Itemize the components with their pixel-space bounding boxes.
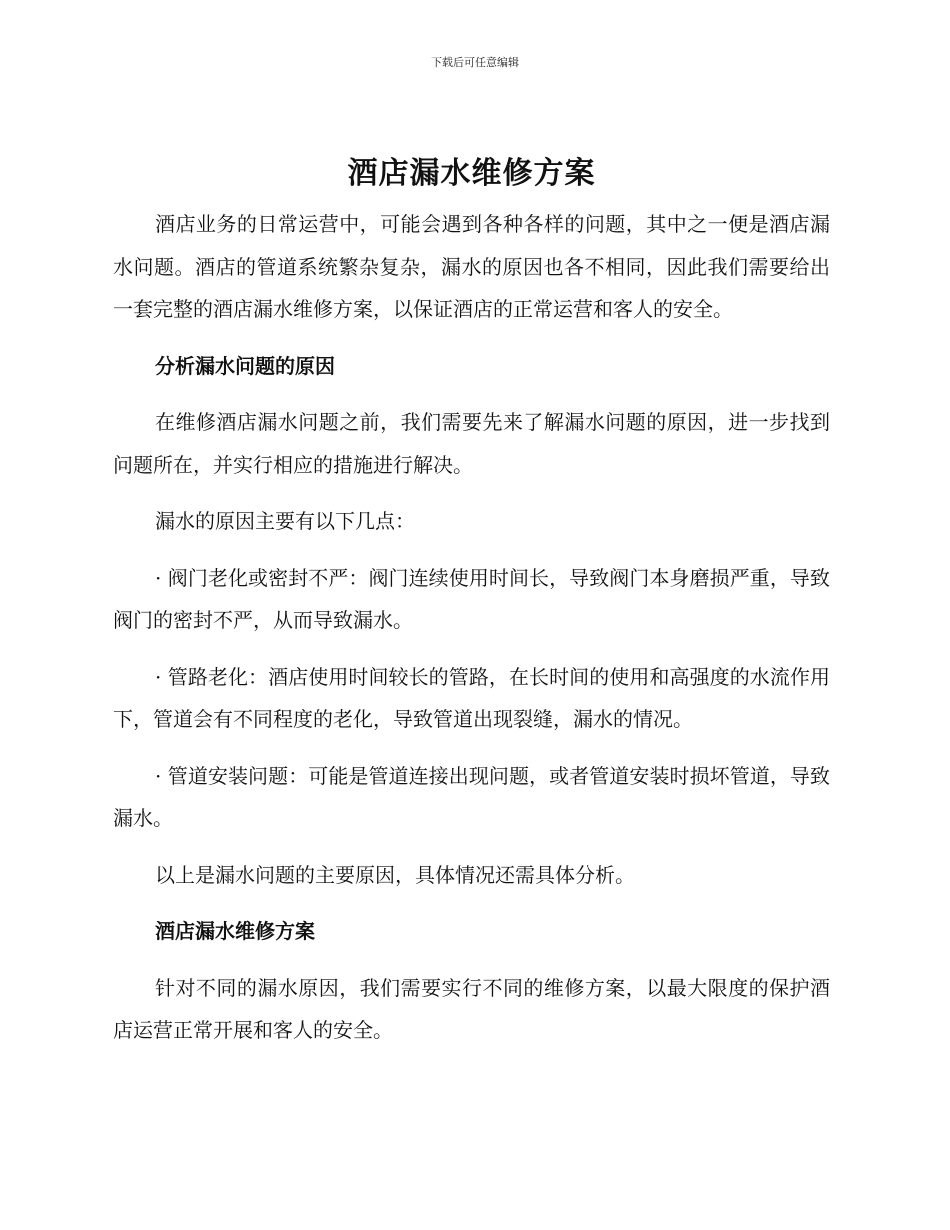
list-item: · 阀门老化或密封不严：阀门连续使用时间长，导致阀门本身磨损严重，导致阀门的密封不严，从而导致漏水。: [113, 565, 830, 632]
list-item: · 管道安装问题：可能是管道连接出现问题，或者管道安装时损坏管道，导致漏水。: [113, 763, 830, 830]
plan-paragraph: 针对不同的漏水原因，我们需要实行不同的维修方案，以最大限度的保护酒店运营正常开展和客人的安全。: [113, 975, 830, 1042]
intro-paragraph: 酒店业务的日常运营中，可能会遇到各种各样的问题，其中之一便是酒店漏水问题。酒店的管道系统繁杂复杂，漏水的原因也各不相同，因此我们需要给出一套完整的酒店漏水维修方案，以保证酒店的正常运营和客人的安全。: [113, 212, 830, 321]
list-item: · 管路老化：酒店使用时间较长的管路，在长时间的使用和高强度的水流作用下，管道会有不同程度的老化，导致管道出现裂缝，漏水的情况。: [113, 664, 830, 731]
document-body: [113, 145, 830, 1052]
section-heading-causes: 分析漏水问题的原因: [155, 353, 335, 378]
causes-list-intro: 漏水的原因主要有以下几点：: [155, 509, 415, 533]
header-note: 下载后可任意编辑: [431, 56, 519, 69]
causes-summary: 以上是漏水问题的主要原因，具体情况还需具体分析。: [155, 862, 635, 887]
document-title: 酒店漏水维修方案: [347, 156, 596, 191]
section-heading-plan: 酒店漏水维修方案: [155, 919, 315, 943]
causes-paragraph: 在维修酒店漏水问题之前，我们需要先来了解漏水问题的原因，进一步找到问题所在，并实行相应的措施进行解决。: [113, 410, 830, 477]
